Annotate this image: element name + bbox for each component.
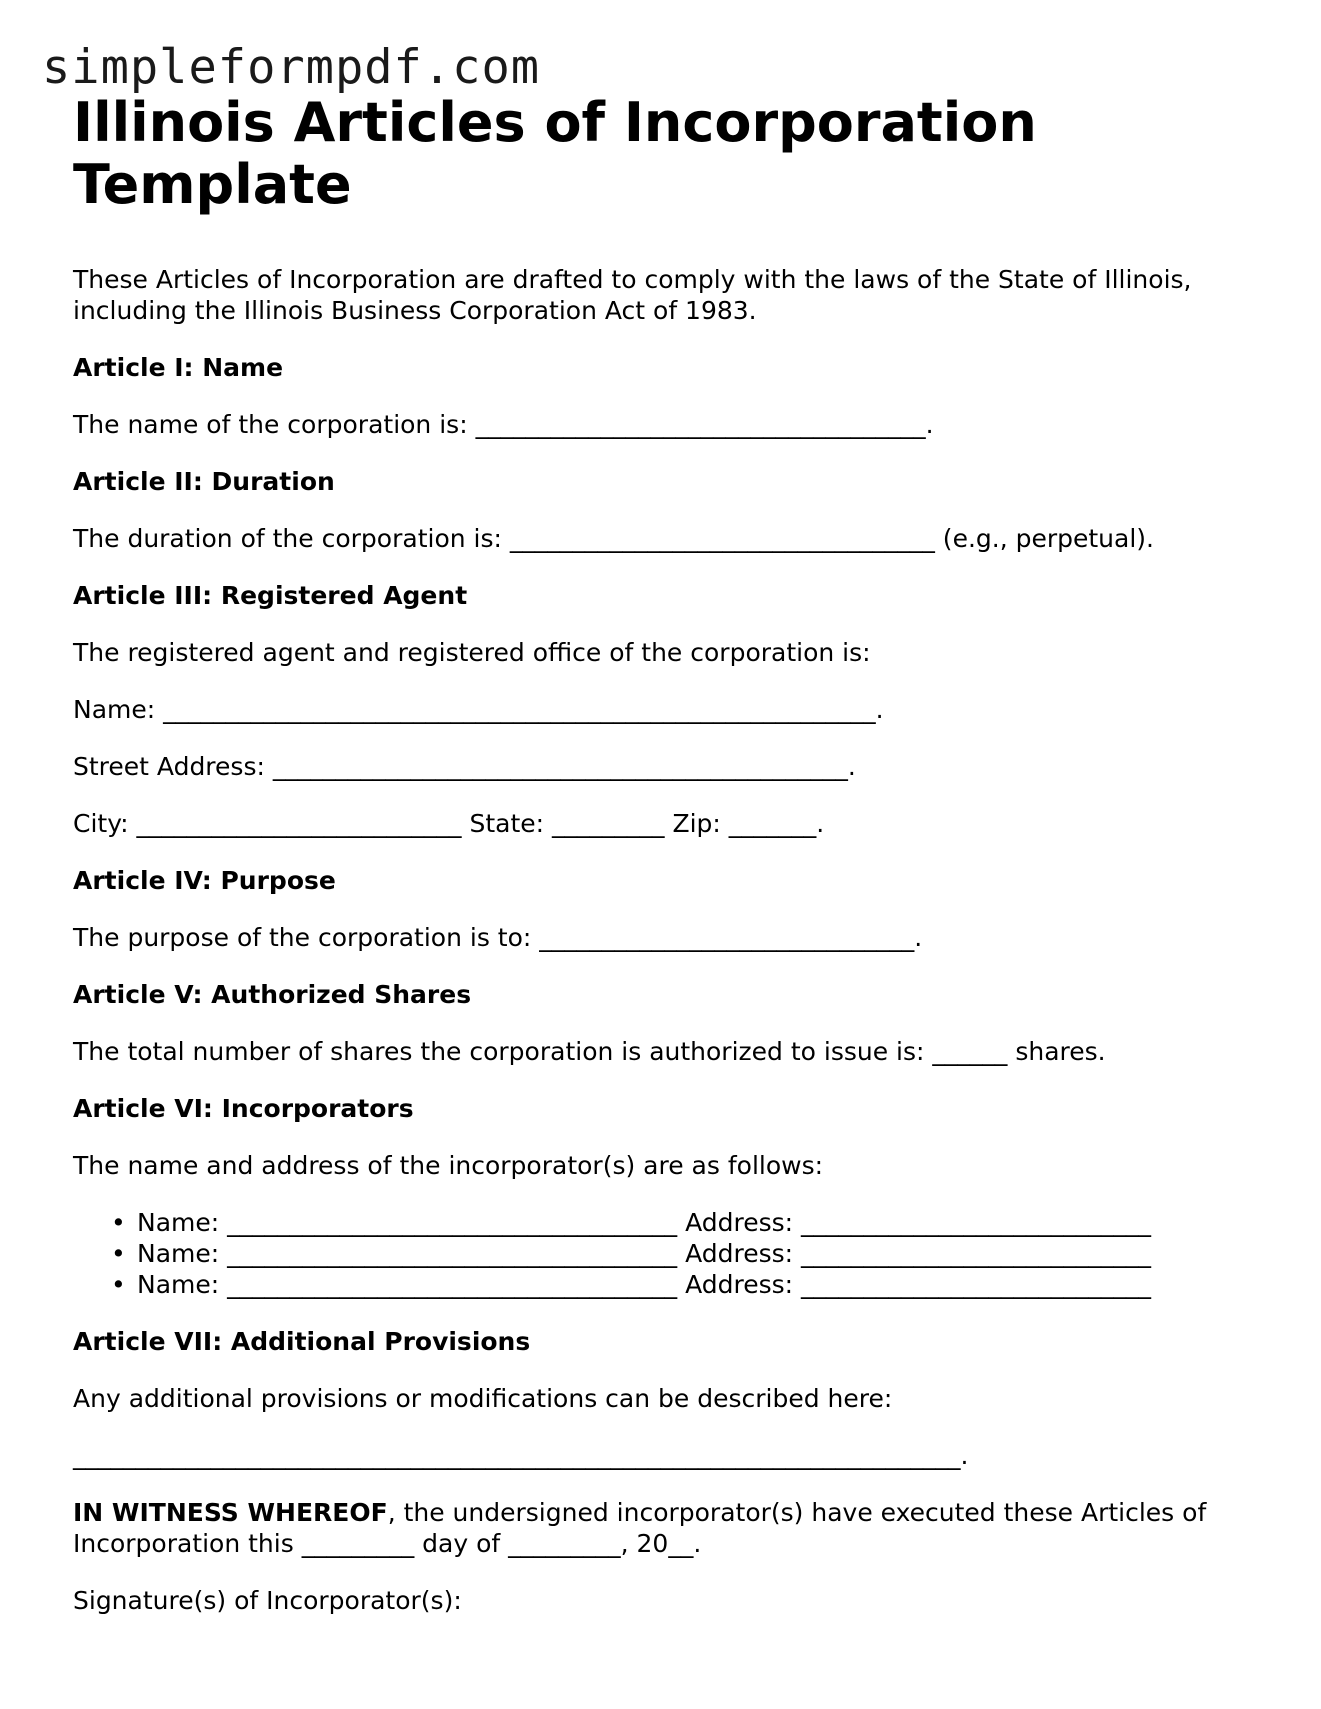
witness-paragraph	[73, 1497, 1273, 1559]
witness-bold-lead: IN WITNESS WHEREOF	[73, 1498, 388, 1527]
article-4-heading: Article IV: Purpose	[73, 866, 336, 895]
agent-intro-line: The registered agent and registered office of the corporation is:	[73, 638, 871, 667]
document-title: Illinois Articles of Incorporation Template	[73, 91, 1037, 216]
list-item: • Name: ____________________________________ Address: ____________________________	[137, 1269, 1273, 1300]
article-1-heading: Article I: Name	[73, 353, 284, 382]
list-item: • Name: ____________________________________ Address: ____________________________	[137, 1238, 1273, 1269]
intro-paragraph: These Articles of Incorporation are drafted to comply with the laws of the State of Illinois, including the Illinois Business Corporation Act of 1983.	[73, 265, 1192, 325]
article-3-heading: Article III: Registered Agent	[73, 581, 468, 610]
duration-line: The duration of the corporation is: __________________________________ (e.g., perpetual).	[73, 524, 1154, 553]
site-watermark: simpleformpdf.com	[42, 40, 541, 95]
incorporators-intro-line: The name and address of the incorporator(s) are as follows:	[73, 1151, 824, 1180]
article-5-heading: Article V: Authorized Shares	[73, 980, 472, 1009]
document-body	[73, 92, 1273, 1616]
signature-label: Signature(s) of Incorporator(s):	[73, 1586, 462, 1615]
article-7-heading: Article VII: Additional Provisions	[73, 1327, 531, 1356]
list-item: • Name: ____________________________________ Address: ____________________________	[137, 1207, 1273, 1238]
incorporator-list	[73, 1207, 1273, 1300]
shares-line: The total number of shares the corporation is authorized to issue is: ______ shares.	[73, 1037, 1106, 1066]
agent-street-line: Street Address: ______________________________________________.	[73, 752, 856, 781]
article-2-heading: Article II: Duration	[73, 467, 335, 496]
witness-text: , the undersigned incorporator(s) have executed these Articles of Incorporation this _________ day of _________, 20__.	[73, 1498, 1207, 1558]
purpose-line: The purpose of the corporation is to: ______________________________.	[73, 923, 923, 952]
corporation-name-line: The name of the corporation is: ____________________________________.	[73, 410, 934, 439]
agent-name-line: Name: _________________________________________________________.	[73, 695, 884, 724]
provisions-blank-line: _______________________________________________________________________.	[73, 1441, 969, 1470]
agent-city-state-zip-line: City: __________________________ State: _________ Zip: _______.	[73, 809, 825, 838]
article-6-heading: Article VI: Incorporators	[73, 1094, 414, 1123]
provisions-intro-line: Any additional provisions or modifications can be described here:	[73, 1384, 893, 1413]
